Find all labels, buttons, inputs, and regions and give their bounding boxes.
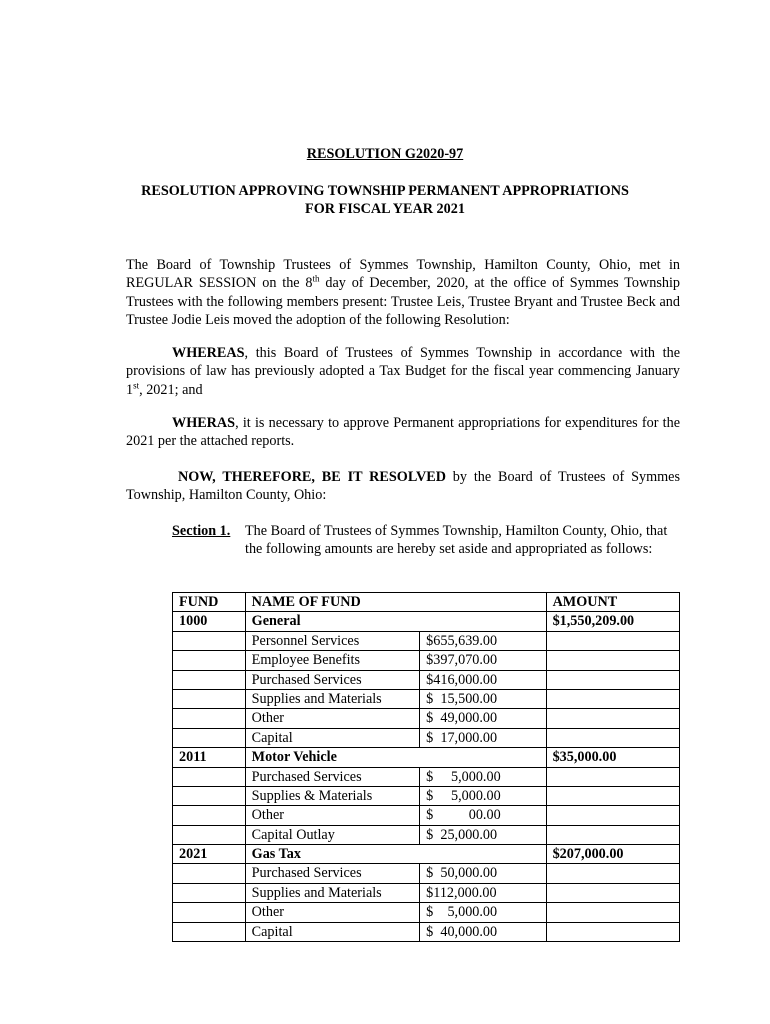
p2-text-a: , this Board of Trustees of Symmes Township in accordance with the provisions of law has previously adopted a Tax Budget for the fiscal year commencing January 1: [126, 345, 680, 398]
header-name: NAME OF FUND: [245, 593, 420, 612]
table-row: [173, 651, 680, 670]
table-row: [173, 748, 680, 767]
fund-cell: [173, 903, 246, 922]
p1-sup: th: [312, 273, 320, 284]
p3-text: , it is necessary to approve Permanent appropriations for expenditures for the 2021 per the attached reports.: [126, 415, 680, 450]
p4-text: by the Board of Trustees of Symmes Township, Hamilton County, Ohio:: [126, 469, 680, 504]
fund-name-cell: Other: [245, 709, 420, 728]
whereas-lead-2: WHERAS: [172, 415, 236, 431]
fund-name-cell: Gas Tax: [245, 845, 420, 864]
line-value-cell: [420, 845, 546, 864]
fund-name-cell: Capital: [245, 922, 420, 941]
whereas-paragraph-1: [126, 344, 680, 399]
appropriations-table: [172, 592, 680, 942]
fund-cell: 2011: [173, 748, 246, 767]
fund-cell: [173, 670, 246, 689]
line-value-cell: $ 25,000.00: [420, 825, 546, 844]
fund-name-cell: Other: [245, 903, 420, 922]
table-row: [173, 612, 680, 631]
header-blank: [420, 593, 546, 612]
fund-amount-cell: [546, 922, 679, 941]
line-value-cell: $112,000.00: [420, 883, 546, 902]
line-value-cell: $ 50,000.00: [420, 864, 546, 883]
fund-name-cell: General: [245, 612, 420, 631]
line-value-cell: [420, 748, 546, 767]
section-1-label: Section 1.: [172, 523, 231, 539]
fund-amount-cell: [546, 825, 679, 844]
table-header-row: [173, 593, 680, 612]
meeting-paragraph: [126, 256, 680, 330]
fund-amount-cell: [546, 786, 679, 805]
line-value-cell: $ 49,000.00: [420, 709, 546, 728]
whereas-lead-1: WHEREAS: [172, 345, 245, 361]
line-value-cell: [420, 612, 546, 631]
fund-amount-cell: [546, 728, 679, 747]
fund-cell: [173, 631, 246, 650]
fund-cell: [173, 767, 246, 786]
fund-name-cell: Other: [245, 806, 420, 825]
fund-name-cell: Supplies and Materials: [245, 883, 420, 902]
fund-amount-cell: [546, 631, 679, 650]
table-row: [173, 864, 680, 883]
fund-amount-cell: [546, 864, 679, 883]
fund-cell: [173, 806, 246, 825]
fund-name-cell: Employee Benefits: [245, 651, 420, 670]
fund-amount-cell: [546, 689, 679, 708]
table-row: [173, 806, 680, 825]
table-row: [173, 767, 680, 786]
fund-amount-cell: [546, 903, 679, 922]
fund-amount-cell: $35,000.00: [546, 748, 679, 767]
table-row: [173, 922, 680, 941]
fund-cell: [173, 709, 246, 728]
fund-cell: 2021: [173, 845, 246, 864]
fund-amount-cell: [546, 651, 679, 670]
p1-text-a: The Board of Township Trustees of Symmes Township, Hamilton County, Ohio, met in REGULAR SESSION on the 8: [126, 257, 680, 292]
fund-cell: [173, 728, 246, 747]
p2-sup: st: [133, 380, 140, 391]
fund-name-cell: Supplies & Materials: [245, 786, 420, 805]
fund-name-cell: Purchased Services: [245, 767, 420, 786]
line-value-cell: $ 40,000.00: [420, 922, 546, 941]
fund-name-cell: Purchased Services: [245, 864, 420, 883]
table-row: [173, 786, 680, 805]
line-value-cell: $ 5,000.00: [420, 786, 546, 805]
fund-cell: [173, 651, 246, 670]
table-row: [173, 631, 680, 650]
fund-name-cell: Motor Vehicle: [245, 748, 420, 767]
table-row: [173, 709, 680, 728]
resolved-lead: NOW, THEREFORE, BE IT RESOLVED: [178, 469, 446, 485]
table-row: [173, 689, 680, 708]
fund-cell: [173, 825, 246, 844]
fund-cell: [173, 864, 246, 883]
title-line-1: RESOLUTION APPROVING TOWNSHIP PERMANENT APPROPRIATIONS: [141, 183, 629, 199]
table-row: [173, 728, 680, 747]
header-amount: AMOUNT: [546, 593, 679, 612]
p1-text-b: day of December, 2020, at the office of Symmes Township Trustees with the following members present: Trustee Leis, Trustee Bryant and Trustee Beck and Trustee Jodie Leis moved the adoption of the following Resolution:: [126, 275, 680, 329]
fund-name-cell: Capital Outlay: [245, 825, 420, 844]
p2-text-b: , 2021; and: [139, 381, 203, 398]
line-value-cell: $ 5,000.00: [420, 903, 546, 922]
line-value-cell: $397,070.00: [420, 651, 546, 670]
fund-name-cell: Purchased Services: [245, 670, 420, 689]
table-row: [173, 903, 680, 922]
table-row: [173, 825, 680, 844]
resolved-paragraph: [126, 468, 680, 505]
fund-amount-cell: [546, 806, 679, 825]
line-value-cell: $655,639.00: [420, 631, 546, 650]
fund-cell: [173, 689, 246, 708]
line-value-cell: $ 5,000.00: [420, 767, 546, 786]
line-value-cell: $ 00.00: [420, 806, 546, 825]
fund-amount-cell: [546, 670, 679, 689]
whereas-paragraph-2: [126, 414, 680, 451]
fund-name-cell: Supplies and Materials: [245, 689, 420, 708]
fund-amount-cell: $207,000.00: [546, 845, 679, 864]
fund-cell: [173, 786, 246, 805]
fund-cell: [173, 883, 246, 902]
line-value-cell: $ 15,500.00: [420, 689, 546, 708]
resolution-title: [0, 182, 770, 218]
line-value-cell: $416,000.00: [420, 670, 546, 689]
section-1-text: The Board of Trustees of Symmes Township, Hamilton County, Ohio, that the following amounts are hereby set aside and appropriated as follows:: [245, 523, 668, 558]
fund-amount-cell: $1,550,209.00: [546, 612, 679, 631]
fund-cell: [173, 922, 246, 941]
title-line-2: FOR FISCAL YEAR 2021: [305, 201, 465, 217]
line-value-cell: $ 17,000.00: [420, 728, 546, 747]
fund-amount-cell: [546, 767, 679, 786]
table-row: [173, 670, 680, 689]
fund-name-cell: Personnel Services: [245, 631, 420, 650]
fund-amount-cell: [546, 709, 679, 728]
fund-name-cell: Capital: [245, 728, 420, 747]
header-fund: FUND: [173, 593, 246, 612]
table-row: [173, 883, 680, 902]
table-row: [173, 845, 680, 864]
resolution-number: RESOLUTION G2020-97: [306, 146, 464, 162]
fund-amount-cell: [546, 883, 679, 902]
fund-cell: 1000: [173, 612, 246, 631]
